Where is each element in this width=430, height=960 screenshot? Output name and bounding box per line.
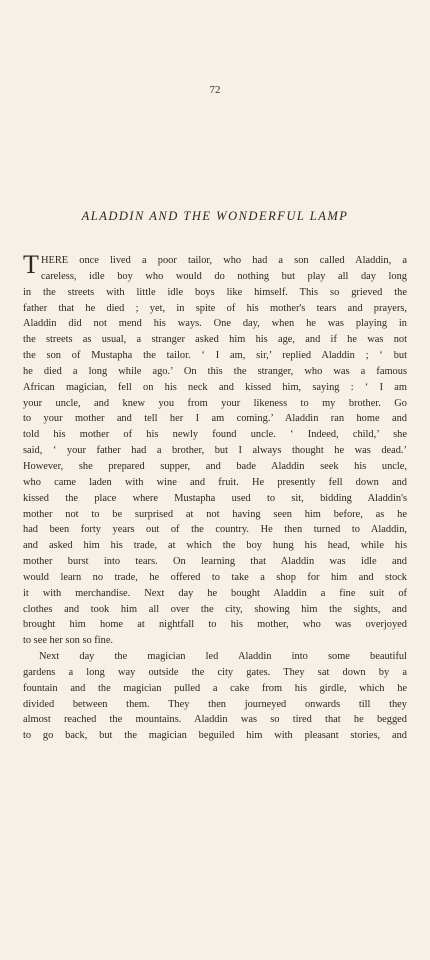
text-line: mother not to be surprised at not having seen him before, as he xyxy=(23,508,407,520)
text-line: However, she prepared supper, and bade Aladdin seek his uncle, xyxy=(23,460,407,472)
text-line: the streets as usual, a stranger asked him his age, and if he was not xyxy=(23,334,407,346)
text-line: clothes and took him all over the city, showing him the sights, and xyxy=(23,603,407,615)
page-number: 72 xyxy=(209,84,221,96)
text-line: your uncle, and knew you from your likeness to my brother. Go xyxy=(23,397,407,409)
text-line: to see her son so fine. xyxy=(23,635,114,647)
text-line: gardens a long way outside the city gates. They sat down by a xyxy=(23,666,407,678)
text-line: mother burst into tears. On learning that Aladdin was idle and xyxy=(23,556,407,568)
chapter-title: ALADDIN AND THE WONDERFUL LAMP xyxy=(81,209,349,223)
text-line: careless, idle boy who would do nothing but play all day long xyxy=(41,270,407,282)
text-line: almost reached the mountains. Aladdin was so tired that he begged xyxy=(23,714,407,726)
text-line: in the streets with little idle boys like himself. This so grieved the xyxy=(23,286,407,298)
text-line: had been forty years out of the country. He then turned to Aladdin, xyxy=(23,524,407,536)
text-line: the son of Mustapha the tailor. ‘ I am, sir,’ replied Aladdin ; ‘ but xyxy=(23,350,407,362)
text-line: to go back, but the magician beguiled him with pleasant stories, and xyxy=(23,730,407,742)
text-line: divided between them. They then journeyed onwards till they xyxy=(23,698,407,710)
text-line: he died a long while ago.’ On this the stranger, who was a famous xyxy=(23,365,407,377)
text-line: to your mother and tell her I am coming.’ Aladdin ran home and xyxy=(23,413,407,425)
text-line: African magician, fell on his neck and kissed him, saying : ‘ I am xyxy=(23,381,407,393)
drop-cap: T xyxy=(23,250,39,279)
text-line: father that he died ; yet, in spite of his mother's tears and prayers, xyxy=(23,302,407,314)
text-line: kissed the place where Mustapha used to sit, bidding Aladdin's xyxy=(23,492,407,504)
text-line: Aladdin did not mend his ways. One day, when he was playing in xyxy=(23,318,407,330)
text-line: Next day the magician led Aladdin into some beautiful xyxy=(39,651,407,663)
text-line: it with merchandise. Next day he bought Aladdin a fine suit of xyxy=(23,587,407,599)
text-line: would learn no trade, he offered to take a shop for him and stock xyxy=(23,571,407,583)
text-line: fountain and the magician pulled a cake from his girdle, which he xyxy=(23,682,407,694)
text-line: and asked him his trade, at which the boy hung his head, while his xyxy=(23,540,407,552)
line-text: HERE once lived a poor tailor, who had a son called Aladdin, a xyxy=(41,255,407,266)
body-text xyxy=(23,250,407,744)
text-line: said, ‘ your father had a brother, but I always thought he was dead.’ xyxy=(23,445,407,457)
text-line: brought him home at nightfall to his mother, who was overjoyed xyxy=(23,619,407,631)
text-line: told his mother of his newly found uncle. ‘ Indeed, child,’ she xyxy=(23,429,407,441)
text-line: who came laden with wine and fruit. He presently fell down and xyxy=(23,476,407,488)
